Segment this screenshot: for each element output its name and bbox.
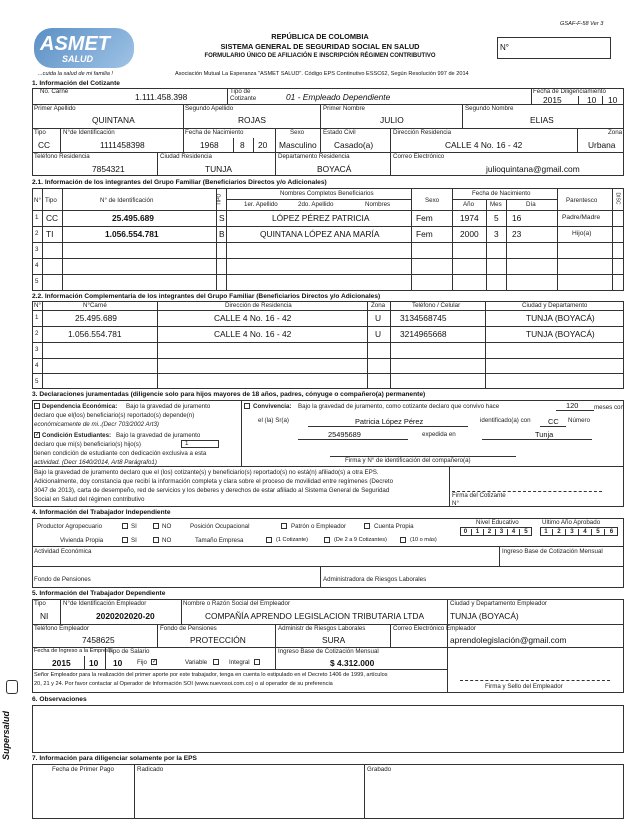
departamento-value[interactable]: BOYACÁ [317, 164, 352, 174]
sexo-label: Sexo [290, 129, 305, 136]
emp-tipo-label: Tipo [34, 600, 46, 607]
row-name[interactable]: LÓPEZ PÉREZ PATRICIA [272, 213, 370, 223]
nivel-label: Nivel Educativo [476, 519, 519, 526]
section-1-title: 1. Información del Cotizante [32, 80, 120, 87]
carne-value[interactable]: 1.111.458.398 [135, 92, 188, 102]
h-sexo: Sexo [425, 197, 440, 204]
h-dia: Día [526, 201, 536, 208]
section-7-title: 7. Información para diligenciar solamente por la EPS [32, 755, 197, 762]
declaracion-line2: Adicionalmente, doy constancia que recibí la información completa y clara sobre el proceso de movilidad entre regímenes (Decreto [34, 478, 394, 485]
productor-si: SI [131, 523, 137, 530]
integral-label: Integral [229, 659, 250, 666]
h2-dir: Dirección de Residencia [225, 302, 292, 309]
tamano-3-checkbox[interactable] [400, 537, 406, 543]
firma-cotizante: Firma del Cotizante [452, 492, 506, 499]
row-ciu[interactable]: TUNJA (BOYACÁ) [526, 329, 595, 339]
h2-zona: Zona [371, 302, 386, 309]
departamento-label: Departamento Residencia [278, 153, 350, 160]
ultimo-label: Último Año Aprobado [542, 519, 601, 526]
convivencia-meses[interactable]: 120 [566, 401, 579, 410]
productor-no-checkbox[interactable] [153, 523, 159, 529]
section-5-title: 5. Información del Trabajador Dependiente [32, 590, 166, 597]
firma-cotizante-n: N° [452, 500, 459, 507]
row-nid[interactable]: 25.495.689 [112, 213, 154, 223]
actividad-label: Actividad Económica [34, 548, 92, 555]
fecha-nac-day[interactable]: 20 [258, 140, 268, 150]
sexo-value[interactable]: Masculino [279, 140, 317, 150]
row-tipo[interactable]: TI [46, 229, 54, 239]
productor-si-checkbox[interactable] [122, 523, 128, 529]
telefono-value[interactable]: 7854321 [92, 164, 125, 174]
fondo-ind-label: Fondo de Pensiones [34, 576, 91, 583]
form-number-label: N° [500, 43, 509, 52]
nivel-educativo-cell[interactable]: 0 [460, 529, 472, 536]
h2-ciu: Ciudad y Departamento [522, 302, 588, 309]
declaracion-line1: Bajo la gravedad de juramento declaro que el (los) cotizante(s) y beneficiario(s) reportado(s) no está(n) afiliado(s) a otra EPS. [34, 469, 379, 476]
fecha-primer-pago-label: Fecha de Primer Pago [52, 766, 114, 773]
h-disc: DISC [614, 192, 621, 205]
ultimo-anio-cell[interactable]: 6 [609, 528, 614, 535]
vivienda-si-checkbox[interactable] [122, 537, 128, 543]
patron-checkbox[interactable] [281, 523, 287, 529]
section-3-title: 3. Declaraciones juramentadas (diligencie solo para hijos mayores de 18 años, padres, cónyuge o compañero(a) permanente) [32, 391, 426, 398]
section-2-2-title: 2.2. Información Complementaria de los integrantes del Grupo Familiar (Beneficiarios Directos y/o Adicionales) [32, 293, 381, 300]
estudiante-text4: actividad. (Decr 1640/2014, Art8 Parágrafo1) [34, 459, 157, 466]
emp-razon-value[interactable]: COMPAÑÍA APRENDO LEGISLACION TRIBUTARIA LTDA [205, 611, 425, 621]
emp-nid-value[interactable]: 2020202020-20 [96, 611, 155, 621]
fecha-dil-day[interactable]: 10 [608, 95, 618, 105]
form-code: GSAF-F-58 Ver 3 [560, 21, 604, 27]
row-parentesco[interactable]: Padre/Madre [562, 214, 601, 221]
section-2-1-title: 2.1. Información de los integrantes del Grupo Familiar (Beneficiarios Directos y/o Adicionales) [32, 179, 327, 186]
grabado-label: Grabado [367, 766, 392, 773]
estado-civil-value[interactable]: Casado(a) [334, 140, 374, 150]
slogan: ...cuida la salud de mi familia ! [38, 71, 113, 77]
supersalud-text: Supersalud [1, 710, 11, 760]
dependencia-title: Dependencia Económica: [42, 403, 118, 410]
emp-ciudad-label: Ciudad y Departamento Empleador [450, 600, 547, 607]
row-tel[interactable]: 3214965668 [400, 329, 447, 339]
emp-nid-label: N°de Identificación Empleador [63, 600, 147, 607]
emp-mail-value[interactable]: aprendolegislación@gmail.com [450, 635, 567, 645]
tamano-2: (De 2 a 9 Cotizantes) [334, 537, 387, 543]
row-n: 3 [35, 346, 39, 353]
nota-empleador-2: 20, 21 y 24. Por favor contactar al Operador de Información SOI (www.nuevosoi.com.co) o al operador de su preferencia [34, 681, 333, 687]
declaracion-line4: Social en Salud del régimen contributivo [34, 496, 145, 503]
vivienda-si: SI [131, 537, 137, 544]
row-t[interactable]: B [219, 229, 225, 239]
convivencia-exp: expedida en [422, 431, 456, 438]
numero-id-label: N°de Identificación [63, 129, 115, 136]
tamano-1-checkbox[interactable] [266, 537, 272, 543]
cuenta-propia-label: Cuenta Propia [374, 523, 414, 530]
convivencia-title: Convivencia: [253, 403, 292, 410]
emp-fondo-value[interactable]: PROTECCIÓN [190, 635, 246, 645]
row-n: 1 [35, 314, 39, 321]
estudiante-text3: tienen condición de estudiante con dedicación exclusiva a esta [34, 450, 207, 457]
firma-empleador: Firma y Sello del Empleador [485, 683, 563, 690]
tamano-2-checkbox[interactable] [324, 537, 330, 543]
row-year[interactable]: 2000 [460, 229, 479, 239]
fecha-ingreso-day[interactable]: 10 [113, 658, 123, 668]
primer-nombre-label: Primer Nombre [323, 105, 365, 112]
primer-nombre-value[interactable]: JULIO [380, 115, 404, 125]
row-n: 4 [35, 362, 39, 369]
estudiante-text2: declaro que mi(s) beneficiario(s) hijo(s) [34, 441, 141, 448]
dependencia-text2: declaro que el(los) beneficiario(s) reportado(s) depende(n) [34, 412, 195, 419]
estudiante-num[interactable]: 1 [185, 440, 189, 447]
emp-fondo-label: Fondo de Pensiones [160, 625, 217, 632]
logo-text: ASMET [40, 33, 110, 55]
tipo-id-label: Tipo [34, 129, 46, 136]
row-day[interactable]: 23 [512, 229, 522, 239]
fecha-dil-label: Fecha de Diligenciamiento [533, 88, 606, 95]
entity-text: Asociación Mutual La Esperanza "ASMET SALUD". Código EPS Continutivo ESSC62, Según Resolución 997 de 2014 [175, 71, 469, 77]
observaciones-field[interactable] [32, 705, 624, 753]
row-zona[interactable]: U [375, 313, 382, 323]
radicado-label: Radicado [137, 766, 164, 773]
fijo-checkbox[interactable]: ✓ [152, 659, 158, 665]
logo-sub: SALUD [62, 54, 93, 64]
ultimo-anio-cell[interactable]: 2 [553, 529, 566, 536]
h-n: N° [34, 197, 41, 204]
h-fecha-nac: Fecha de Nacimiento [472, 190, 531, 197]
supersalud-logo-icon [6, 680, 18, 694]
zona-value[interactable]: Urbana [588, 140, 616, 150]
h-tipo-vertical: TIPO [216, 193, 223, 206]
posicion-label: Posición Ocupacional [190, 523, 250, 530]
h-ap1: 1er. Apellido [244, 201, 278, 208]
convivencia-ident: identificado(a) con [480, 417, 531, 424]
row-year[interactable]: 1974 [460, 213, 479, 223]
direccion-label: Dirección Residencia [393, 129, 452, 136]
nivel-educativo-cell[interactable]: 1 [472, 529, 484, 536]
convivencia-num[interactable]: 25495689 [328, 430, 361, 439]
emp-razon-label: Nombre o Razón Social del Empleador [183, 600, 290, 607]
variable-label: Variable [185, 659, 208, 666]
form-number-box[interactable] [497, 37, 611, 59]
tamano-1: (1 Cotizante) [276, 537, 309, 543]
fecha-ingreso-label: Fecha de Ingreso a la Empresa [34, 648, 113, 654]
emp-tel-value[interactable]: 7458625 [82, 635, 115, 645]
tipo-cotizante-value[interactable]: 01 - Empleado Dependiente [286, 92, 391, 102]
emp-arl-value[interactable]: SURA [322, 635, 346, 645]
row-zona[interactable]: U [375, 329, 382, 339]
row-month[interactable]: 3 [494, 229, 499, 239]
variable-checkbox[interactable] [213, 659, 219, 665]
convivencia-nombre[interactable]: Patricia López Pérez [355, 417, 424, 426]
row-carne[interactable]: 1.056.554.781 [68, 329, 122, 339]
productor-label: Productor Agropecuario [37, 523, 103, 530]
primer-apellido-value[interactable]: QUINTANA [92, 115, 135, 125]
ultimo-anio-cell[interactable]: 1 [540, 529, 553, 536]
fecha-nac-label: Fecha de Nacimiento [185, 129, 244, 136]
nivel-educativo-cell[interactable]: 2 [484, 529, 496, 536]
estado-civil-label: Estado Civil [323, 129, 356, 136]
emp-mail-label: Correo Electrónico Empleador [393, 625, 476, 632]
ibc-ind-label: Ingreso Base de Cotización Mensual [502, 548, 603, 555]
firma-companero: Firma y N° de identificación del compañero(a) [345, 457, 471, 464]
row-n: 5 [35, 278, 39, 285]
fijo-label: Fijo [137, 659, 147, 666]
zona-label: Zona [608, 129, 623, 136]
convivencia-numero: Número [568, 417, 591, 424]
tamano-3: (10 o más) [410, 537, 437, 543]
emp-tipo-value[interactable]: NI [40, 611, 49, 621]
row-dir[interactable]: CALLE 4 No. 16 - 42 [214, 313, 292, 323]
row-n: 1 [35, 214, 39, 221]
emp-ciudad-value[interactable]: TUNJA (BOYACÁ) [450, 611, 519, 621]
row-sexo[interactable]: Fem [416, 213, 433, 223]
fecha-dil-month[interactable]: 10 [587, 95, 597, 105]
ultimo-anio-cell[interactable]: 3 [566, 529, 579, 536]
convivencia-el: el (la) Sr(a) [258, 417, 289, 424]
primer-apellido-label: Primer Apellido [34, 105, 76, 112]
declaracion-line3: 3047 de 2013), carta de desempeño, red de servicios y los deberes y derechos de estar afiliado al Sistema General de Seguridad [34, 487, 390, 494]
patron-label: Patrón o Empleador [291, 523, 347, 530]
telefono-label: Teléfono Residencia [34, 153, 90, 160]
nota-empleador-1: Señor Empleador para la realización del primer aporte por este trabajador, tenga en cuenta lo estipulado en el Decreto 1406 de 1999, artículos [34, 672, 388, 678]
segundo-nombre-label: Segundo Nombre [465, 105, 514, 112]
row-carne[interactable]: 25.495.689 [75, 313, 117, 323]
fecha-ingreso-year[interactable]: 2015 [52, 658, 71, 668]
tamano-label: Tamaño Empresa [195, 537, 244, 544]
row-parentesco[interactable]: Hijo(a) [572, 230, 592, 237]
row-n: 2 [35, 230, 39, 237]
row-n: 5 [35, 378, 39, 385]
carne-label: No. Carné [40, 88, 69, 95]
correo-value[interactable]: julioquintana@gmail.com [486, 164, 580, 174]
segundo-apellido-label: Segundo Apellido [185, 105, 234, 112]
nivel-educativo-cell[interactable]: 4 [508, 529, 520, 536]
segundo-apellido-value[interactable]: ROJAS [238, 115, 266, 125]
row-name[interactable]: QUINTANA LÓPEZ ANA MARÍA [260, 229, 380, 239]
dependencia-text1: Bajo la gravedad de juramento [126, 403, 211, 410]
segundo-nombre-value[interactable]: ELIAS [530, 115, 554, 125]
correo-label: Correo Electrónico [393, 153, 445, 160]
ciudad-value[interactable]: TUNJA [205, 164, 232, 174]
productor-no: NO [162, 523, 172, 530]
estudiante-text1: Bajo la gravedad de juramento [116, 432, 201, 439]
nivel-educativo-cell[interactable]: 3 [496, 529, 508, 536]
tipo-salario-label: Tipo de Salario [108, 648, 150, 655]
h-anio: Año [463, 201, 475, 208]
h-nid: N° de Identificación [100, 197, 154, 204]
emp-tel-label: Teléfono Empleador [34, 625, 90, 632]
convivencia-tipo[interactable]: CC [548, 417, 559, 426]
row-dir[interactable]: CALLE 4 No. 16 - 42 [214, 329, 292, 339]
country-title: REPÚBLICA DE COLOMBIA [271, 32, 369, 41]
section-4-title: 4. Información del Trabajador Independiente [32, 509, 171, 516]
estudiante-checkbox[interactable]: ✓ [35, 432, 41, 438]
h-ap2: 2do. Apellido [298, 201, 334, 208]
dependencia-checkbox[interactable] [34, 403, 40, 409]
row-month[interactable]: 5 [494, 213, 499, 223]
row-n: 3 [35, 246, 39, 253]
numero-id-value[interactable]: 1111458398 [100, 140, 145, 150]
system-title: SISTEMA GENERAL DE SEGURIDAD SOCIAL EN SALUD [220, 42, 420, 51]
row-day[interactable]: 16 [512, 213, 522, 223]
h-parentesco: Parentesco [566, 197, 598, 204]
h-nombres: Nombres Completos Beneficiarios [280, 190, 374, 197]
fecha-nac-month[interactable]: 8 [240, 140, 245, 150]
h-tipo: Tipo [45, 197, 57, 204]
h2-n: N° [34, 302, 41, 309]
emp-arl-label: Administr de Riesgos Laborales [278, 625, 366, 632]
integral-checkbox[interactable] [254, 659, 260, 665]
vivienda-no-checkbox[interactable] [153, 537, 159, 543]
h2-carne: N°Carné [83, 302, 107, 309]
convivencia-text: Bajo la gravedad de juramento, como cotizante declaro que convivo hace [298, 403, 500, 410]
cuenta-propia-checkbox[interactable] [364, 523, 370, 529]
direccion-value[interactable]: CALLE 4 No. 16 - 42 [445, 140, 523, 150]
fecha-dil-year[interactable]: 2015 [543, 95, 562, 105]
row-ciu[interactable]: TUNJA (BOYACÁ) [526, 313, 595, 323]
estudiante-title: Condición Estudiantes: [42, 432, 112, 439]
h2-tel: Teléfono / Celular [412, 302, 461, 309]
row-n: 2 [35, 330, 39, 337]
row-sexo[interactable]: Fem [416, 229, 433, 239]
vivienda-no: NO [162, 537, 172, 544]
convivencia-city[interactable]: Tunja [535, 430, 554, 439]
ciudad-label: Ciudad Residencia [160, 153, 212, 160]
ibc-emp-label: Ingreso Base de Cotización Mensual [278, 648, 379, 655]
tipo-cotizante-label: Tipo de Cotizante [230, 88, 257, 102]
section-6-title: 6. Observaciones [32, 696, 87, 703]
arl-ind-label: Administradora de Riesgos Laborales [323, 576, 427, 583]
row-nid[interactable]: 1.056.554.781 [105, 229, 159, 239]
convivencia-checkbox[interactable] [244, 403, 250, 409]
row-n: 4 [35, 262, 39, 269]
vivienda-label: Vivienda Propia [60, 537, 104, 544]
tipo-id-value[interactable]: CC [38, 140, 51, 150]
form-title: FORMULARIO ÚNICO DE AFILIACIÓN E INSCRIPCIÓN RÉGIMEN CONTRIBUTIVO [204, 53, 436, 59]
h-nom: Nombres [365, 201, 391, 208]
ibc-emp-value[interactable]: $ 4.312.000 [330, 658, 375, 668]
h-mes: Mes [490, 201, 502, 208]
row-tel[interactable]: 3134568745 [400, 313, 447, 323]
ultimo-anio-cell[interactable]: 5 [592, 529, 605, 536]
fecha-nac-year[interactable]: 1968 [200, 140, 219, 150]
dependencia-text3: económicamente de mi..(Decr 703/2002 Art3) [34, 421, 159, 428]
ultimo-anio-cell[interactable]: 4 [579, 529, 592, 536]
nivel-educativo-cell[interactable]: 5 [524, 528, 528, 535]
row-t[interactable]: S [219, 213, 225, 223]
row-tipo[interactable]: CC [46, 213, 59, 223]
fecha-ingreso-month[interactable]: 10 [89, 658, 99, 668]
convivencia-meses-label: meses con [594, 404, 624, 411]
